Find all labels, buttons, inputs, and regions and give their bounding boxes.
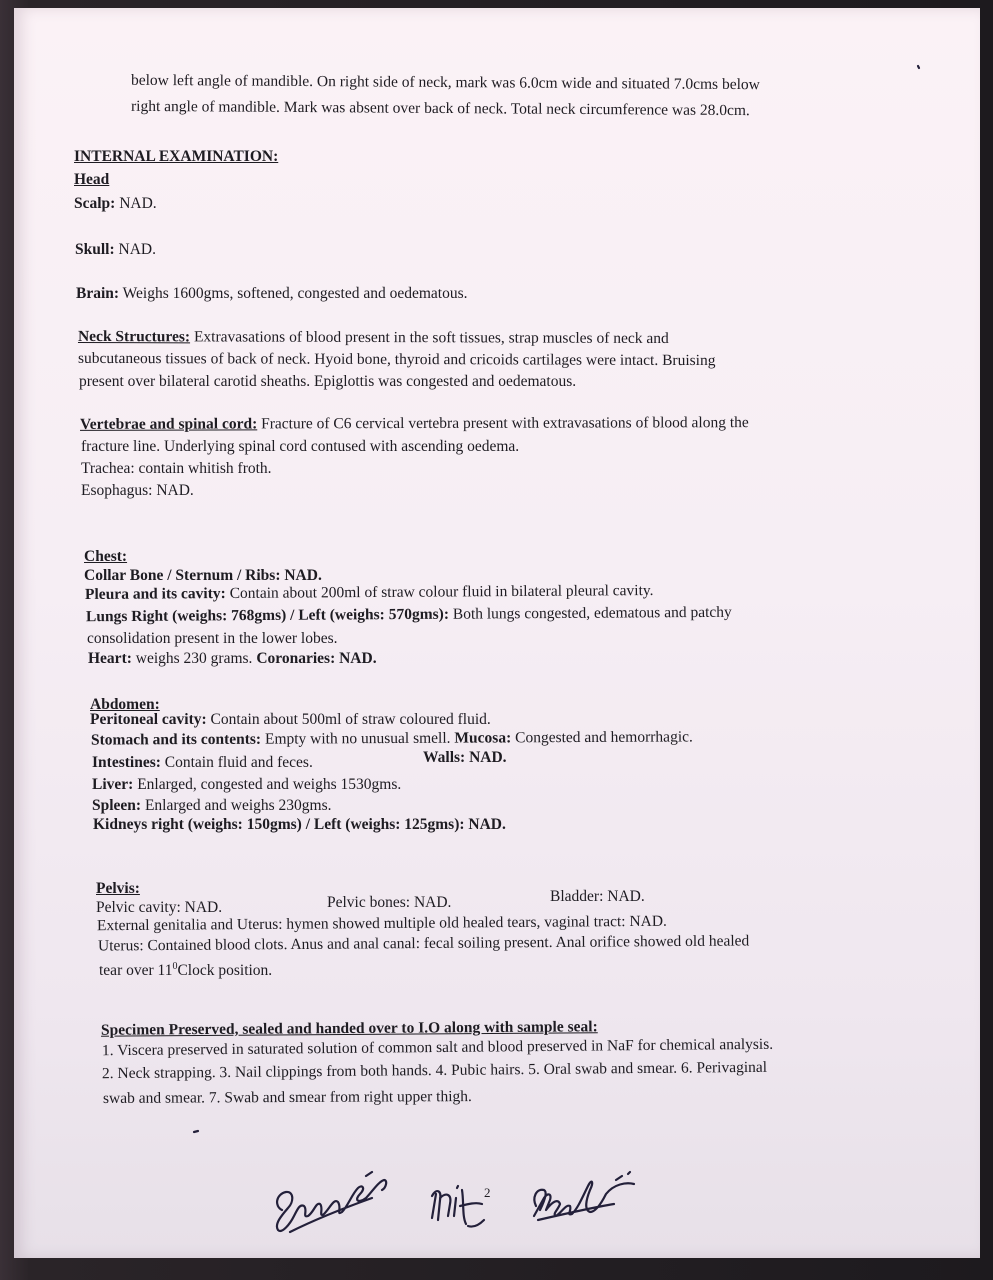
- stomach-line: [91, 728, 693, 749]
- lungs-line-2: consolidation present in the lower lobes.: [87, 630, 338, 647]
- ink-speck: [914, 62, 924, 72]
- scalp-value: NAD.: [115, 195, 157, 212]
- vertebrae-value: Fracture of C6 cervical vertebra present with extravasations of blood along the: [257, 414, 749, 433]
- specimen-line-3: swab and smear. 7. Swab and smear from right upper thigh.: [102, 1088, 472, 1107]
- neck-line-1: [78, 328, 669, 348]
- chest-heading: Chest:: [84, 548, 128, 565]
- pelvic-cavity: Pelvic cavity: NAD.: [96, 899, 223, 916]
- abdomen-heading: Abdomen:: [90, 696, 160, 713]
- specimen-heading: Specimen Preserved, sealed and handed over to I.O along with sample seal:: [100, 1018, 598, 1039]
- peritoneal-value: Contain about 500ml of straw coloured fluid.: [206, 711, 491, 728]
- ink-dot: [190, 1126, 202, 1138]
- signature-1: [277, 1172, 386, 1232]
- signature-number-mark: 2: [484, 1185, 491, 1200]
- trachea-line: Trachea: contain whitish froth.: [81, 460, 272, 477]
- neck-line-2: subcutaneous tissues of back of neck. Hyoid bone, thyroid and cricoids cartilages were intact. Bruising: [77, 349, 716, 370]
- vertebrae-label: Vertebrae and spinal cord:: [79, 415, 258, 433]
- liver-label: Liver:: [92, 776, 134, 793]
- uterus-line-2a: tear over 11: [99, 962, 173, 980]
- heart-label: Heart:: [88, 650, 132, 667]
- uterus-line-2b: Clock position.: [177, 962, 273, 980]
- vertebrae-line-1: [80, 414, 749, 434]
- lungs-value: Both lungs congested, edematous and patchy: [448, 603, 732, 623]
- uterus-line-2: [99, 958, 272, 980]
- pleura-line: [85, 582, 654, 604]
- skull-label: Skull:: [75, 241, 115, 258]
- mucosa-value: Congested and hemorrhagic.: [511, 728, 693, 747]
- scalp-label: Scalp:: [74, 195, 116, 212]
- pleura-label: Pleura and its cavity:: [84, 585, 226, 603]
- skull-line: [75, 241, 156, 259]
- head-heading: Head: [74, 171, 110, 188]
- stomach-label: Stomach and its contents:: [90, 730, 262, 749]
- coronaries-label: Coronaries: NAD.: [252, 650, 377, 667]
- spleen-label: Spleen:: [92, 797, 142, 814]
- heart-value: weighs 230 grams.: [131, 650, 253, 667]
- intestines-line: [92, 754, 313, 772]
- neck-line-3: present over bilateral carotid sheaths. Epiglottis was congested and oedematous.: [79, 373, 577, 390]
- collar-line: Collar Bone / Sternum / Ribs: NAD.: [84, 567, 322, 584]
- uterus-line-1: Uterus: Contained blood clots. Anus and anal canal: fecal soiling present. Anal orifice showed old healed: [97, 932, 750, 955]
- peritoneal-line: [90, 711, 491, 729]
- brain-line: [76, 285, 468, 303]
- liver-line: [92, 776, 401, 794]
- esophagus-line: Esophagus: NAD.: [81, 482, 194, 499]
- specimen-line-1: 1. Viscera preserved in saturated solution of common salt and blood preserved in NaF for chemical analysis.: [101, 1035, 774, 1060]
- brain-value: Weighs 1600gms, softened, congested and oedematous.: [119, 285, 468, 302]
- intestines-label: Intestines:: [92, 754, 161, 771]
- signature-3: [534, 1172, 634, 1220]
- top-line-2: right angle of mandible. Mark was absent over back of neck. Total neck circumference was 28.0cm.: [130, 97, 750, 120]
- uterus-line-2sup: 0: [172, 961, 178, 972]
- skull-value: NAD.: [114, 241, 156, 258]
- pelvic-bones: Pelvic bones: NAD.: [327, 894, 452, 911]
- mucosa-label: Mucosa:: [450, 729, 512, 747]
- kidneys-line: Kidneys right (weighs: 150gms) / Left (weighs: 125gms): NAD.: [93, 816, 506, 833]
- internal-examination-heading: INTERNAL EXAMINATION:: [74, 148, 279, 165]
- intestines-value: Contain fluid and feces.: [160, 754, 313, 771]
- document-page: [14, 8, 980, 1258]
- vertebrae-line-2: fracture line. Underlying spinal cord contused with ascending oedema.: [81, 438, 520, 455]
- signatures: [254, 1158, 674, 1248]
- lungs-label: Lungs Right (weighs: 768gms) / Left (weighs: 570gms):: [85, 605, 450, 626]
- spleen-line: [92, 797, 332, 815]
- spleen-value: Enlarged and weighs 230gms.: [141, 797, 332, 814]
- heart-line: [88, 650, 377, 668]
- neck-label: Neck Structures:: [77, 327, 191, 346]
- lungs-line: [86, 604, 732, 627]
- signature-2: [432, 1186, 484, 1227]
- peritoneal-label: Peritoneal cavity:: [90, 711, 207, 728]
- pelvis-heading: Pelvis:: [96, 880, 140, 897]
- genitalia-line: External genitalia and Uterus: hymen showed multiple old healed tears, vaginal tract: NAD.: [96, 912, 667, 935]
- top-line-1: below left angle of mandible. On right side of neck, mark was 6.0cm wide and situated 7.0cms below: [130, 71, 760, 94]
- liver-value: Enlarged, congested and weighs 1530gms.: [133, 776, 402, 793]
- brain-label: Brain:: [76, 285, 120, 302]
- walls-line: Walls: NAD.: [423, 749, 507, 766]
- neck-value: Extravasations of blood present in the soft tissues, strap muscles of neck and: [190, 328, 669, 348]
- specimen-line-2: 2. Neck strapping. 3. Nail clippings from both hands. 4. Pubic hairs. 5. Oral swab and smear. 6. Perivaginal: [101, 1058, 768, 1083]
- scalp-line: [74, 195, 157, 213]
- stomach-value: Empty with no unusual smell.: [261, 729, 451, 748]
- bladder: Bladder: NAD.: [550, 888, 645, 905]
- pleura-value: Contain about 200ml of straw colour fluid in bilateral pleural cavity.: [225, 582, 654, 603]
